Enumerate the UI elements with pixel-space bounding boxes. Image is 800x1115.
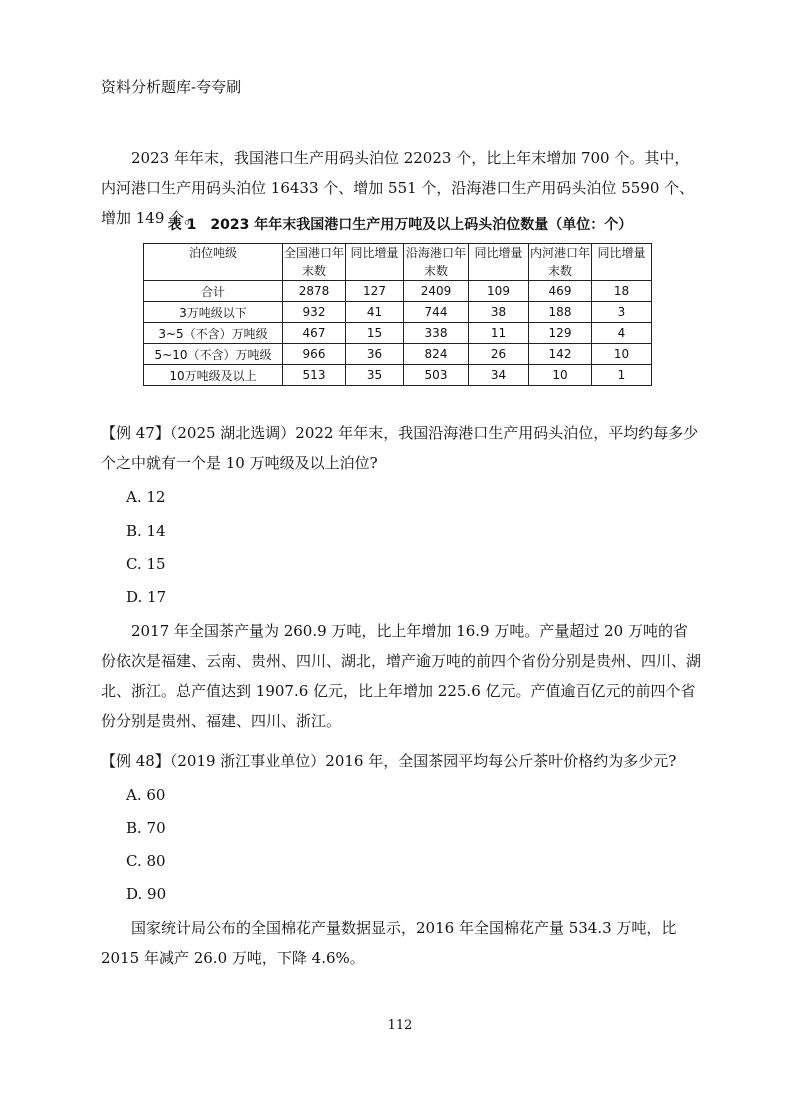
- table-cell: 18: [592, 281, 652, 302]
- table-cell: 2409: [404, 281, 469, 302]
- table-caption: 表 1 2023 年年末我国港口生产用万吨及以上码头泊位数量（单位：个）: [167, 217, 633, 233]
- table-cell: 109: [469, 281, 529, 302]
- table-cell: 744: [404, 302, 469, 323]
- table-cell: 932: [283, 302, 346, 323]
- question-48: 【例 48】（2019 浙江事业单位）2016 年，全国茶园平均每公斤茶叶价格约为多少元?: [101, 752, 677, 770]
- q47-option-c: C. 15: [126, 555, 166, 573]
- table-cell: 10万吨级及以上: [144, 365, 283, 386]
- table-cell: 3~5（不含）万吨级: [144, 323, 283, 344]
- table-row: [144, 323, 652, 344]
- tea-paragraph: 2017 年全国茶产量为 260.9 万吨，比上年增加 16.9 万吨。产量超过 20 万吨的省份依次是福建、云南、贵州、四川、湖北，增产逾万吨的前四个省份分别是贵州、四川、湖北、浙江。总产值达到 1907.6 亿元，比上年增加 225.6 亿元。产值逾百亿元的前四个省份分别是贵州、福建、四川、浙江。: [101, 622, 702, 730]
- table-header-cell: 内河港口年末数: [529, 244, 592, 281]
- table-cell: 338: [404, 323, 469, 344]
- table-cell: 467: [283, 323, 346, 344]
- table-cell: 38: [469, 302, 529, 323]
- running-header: 资料分析题库-夸夸刷: [101, 78, 242, 96]
- table-cell: 127: [346, 281, 404, 302]
- q48-option-a: A. 60: [126, 786, 166, 804]
- table-header-cell: 沿海港口年末数: [404, 244, 469, 281]
- table-cell: 10: [529, 365, 592, 386]
- table-cell: 1: [592, 365, 652, 386]
- table-cell: 824: [404, 344, 469, 365]
- intro-paragraph: 2023 年年末，我国港口生产用码头泊位 22023 个，比上年末增加 700 个。其中，内河港口生产用码头泊位 16433 个、增加 551 个，沿海港口生产用码头泊位 5590 个、增加 149 个。: [101, 149, 695, 227]
- table-cell: 34: [469, 365, 529, 386]
- table-cell: 129: [529, 323, 592, 344]
- table-header-cell: 全国港口年末数: [283, 244, 346, 281]
- table-cell: 10: [592, 344, 652, 365]
- table-cell: 5~10（不含）万吨级: [144, 344, 283, 365]
- table-row: [144, 344, 652, 365]
- table-cell: 36: [346, 344, 404, 365]
- table-cell: 35: [346, 365, 404, 386]
- table-header-row: [144, 244, 652, 281]
- table-cell: 3万吨级以下: [144, 302, 283, 323]
- table-header-cell: 同比增量: [592, 244, 652, 281]
- table-cell: 4: [592, 323, 652, 344]
- table-cell: 513: [283, 365, 346, 386]
- table-cell: 41: [346, 302, 404, 323]
- table-cell: 3: [592, 302, 652, 323]
- question-47: 【例 47】（2025 湖北选调）2022 年年末，我国沿海港口生产用码头泊位，平均约每多少个之中就有一个是 10 万吨级及以上泊位?: [101, 424, 699, 472]
- table-cell: 503: [404, 365, 469, 386]
- table-cell: 469: [529, 281, 592, 302]
- table-cell: 26: [469, 344, 529, 365]
- q47-option-b: B. 14: [126, 522, 166, 540]
- table-cell: 合计: [144, 281, 283, 302]
- cotton-paragraph: 国家统计局公布的全国棉花产量数据显示，2016 年全国棉花产量 534.3 万吨，比 2015 年减产 26.0 万吨，下降 4.6%。: [101, 919, 677, 967]
- berth-table: [143, 243, 652, 386]
- q47-option-d: D. 17: [126, 588, 167, 606]
- q48-option-c: C. 80: [126, 852, 166, 870]
- table-cell: 142: [529, 344, 592, 365]
- table-header-cell: 同比增量: [469, 244, 529, 281]
- page-number: 112: [387, 1018, 413, 1033]
- table-header-cell: 同比增量: [346, 244, 404, 281]
- q47-option-a: A. 12: [126, 488, 166, 506]
- q48-option-d: D. 90: [126, 885, 167, 903]
- table-cell: 2878: [283, 281, 346, 302]
- q48-option-b: B. 70: [126, 819, 166, 837]
- table-cell: 188: [529, 302, 592, 323]
- table-row: [144, 302, 652, 323]
- table-row: [144, 281, 652, 302]
- table-cell: 966: [283, 344, 346, 365]
- table-cell: 11: [469, 323, 529, 344]
- table-cell: 15: [346, 323, 404, 344]
- table-header-cell: 泊位吨级: [144, 244, 283, 281]
- table-row: [144, 365, 652, 386]
